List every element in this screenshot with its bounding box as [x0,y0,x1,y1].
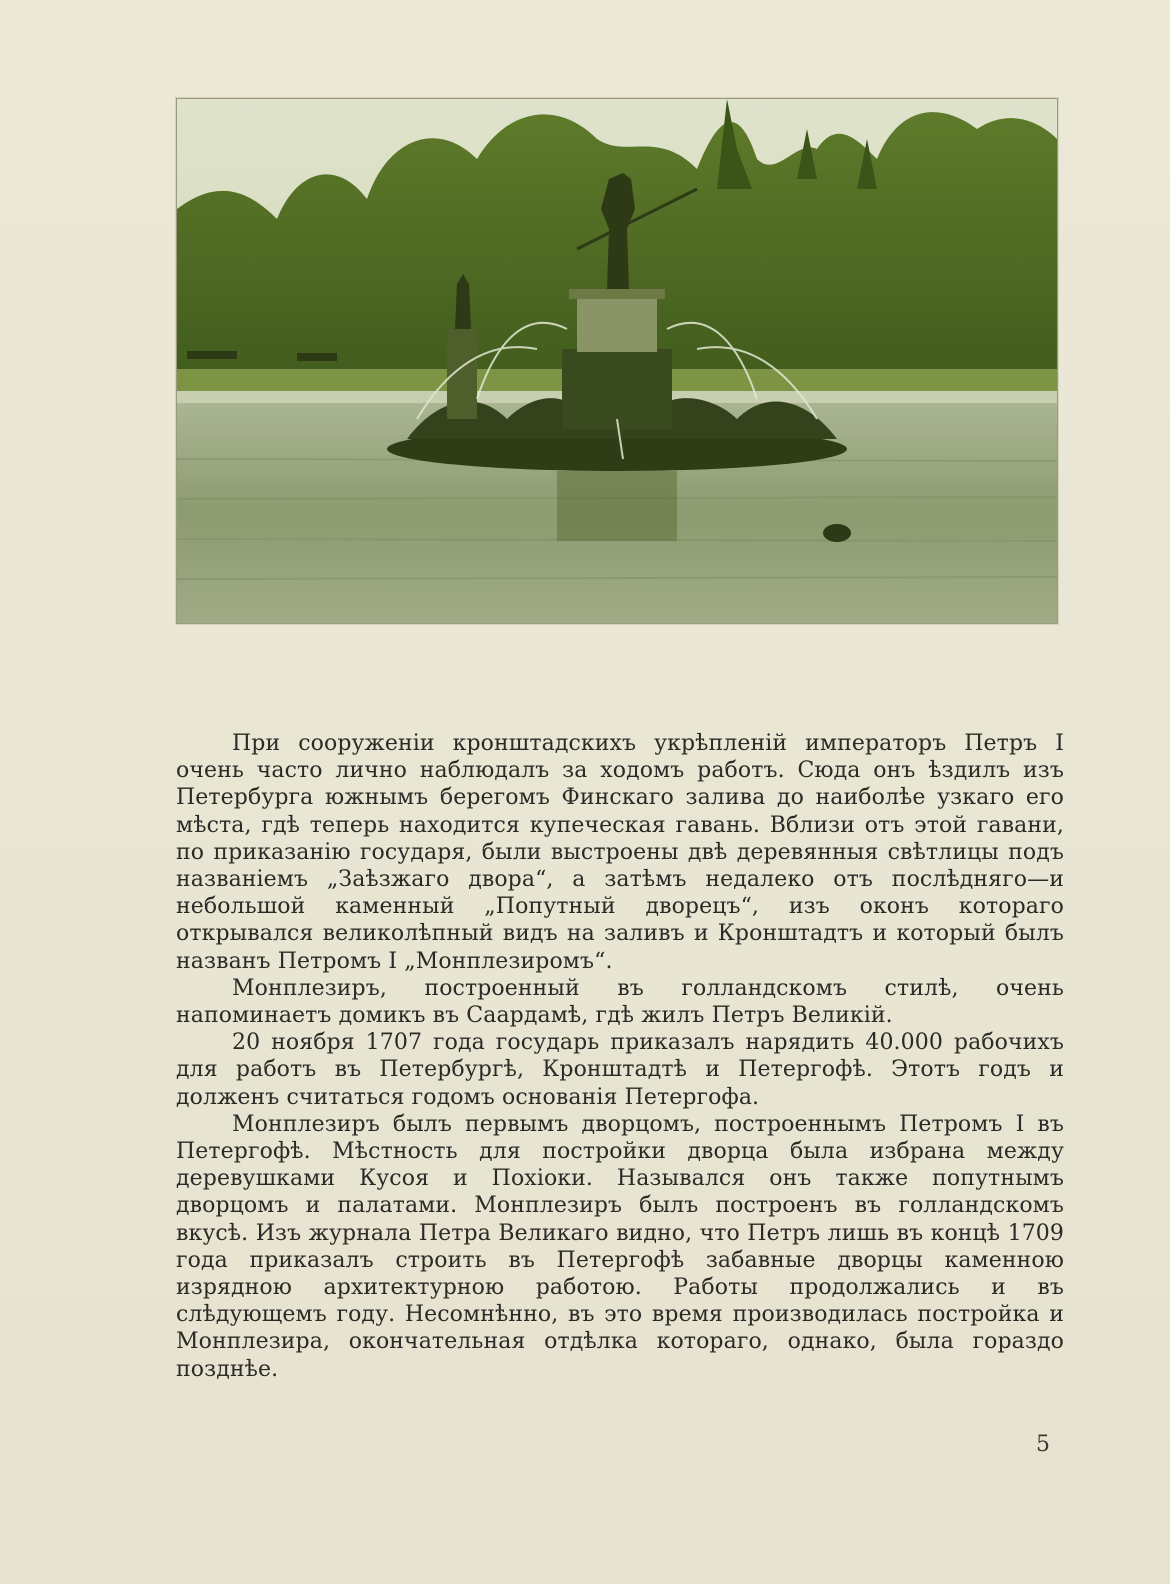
paragraph: Монплезиръ, построенный въ голландскомъ стилѣ, очень напоминаетъ домикъ въ Саардамѣ, гдѣ жилъ Петръ Великій. [176,975,1064,1029]
paragraph: При сооруженіи кронштадскихъ укрѣпленій императоръ Петръ I очень часто лично наблюдалъ за ходомъ работъ. Сюда онъ ѣздилъ изъ Петербурга южнымъ берегомъ Финскаго залива до наиболѣе узкаго его мѣста, гдѣ теперь находится купеческая гавань. Вблизи отъ этой гавани, по приказанію государя, были выстроены двѣ деревянныя свѣтлицы подъ названіемъ „Заѣзжаго двора“, а затѣмъ недалеко отъ послѣдняго—и небольшой каменный „Попутный дворецъ“, изъ оконъ котораго открывался великолѣпный видъ на заливъ и Кронштадтъ и который былъ названъ Петромъ I „Монплезиромъ“. [176,731,1064,974]
fountain-photograph [176,98,1058,624]
body-text [176,730,1064,1383]
paragraph: Монплезиръ былъ первымъ дворцомъ, построеннымъ Петромъ I въ Петергофѣ. Мѣстность для постройки дворца была избрана между деревушками Кусоя и Похіоки. Назывался онъ также попутнымъ дворцомъ и палатами. Монплезиръ былъ построенъ въ голландскомъ вкусѣ. Изъ журнала Петра Великаго видно, что Петръ лишь въ концѣ 1709 года приказалъ строить въ Петергофѣ забавные дворцы каменною изрядною архитектурною работою. Работы продолжались и въ слѣдующемъ году. Несомнѣнно, въ это время производилась постройка и Монплезира, окончательная отдѣлка котораго, однако, была гораздо позднѣе. [176,1111,1064,1382]
page-number: 5 [1036,1432,1050,1457]
photo-illustration [177,99,1057,623]
paragraph: 20 ноября 1707 года государь приказалъ нарядить 40.000 рабочихъ для работъ въ Петербургѣ, Кронштадтѣ и Петергофѣ. Этотъ годъ и долженъ считаться годомъ основанія Петергофа. [176,1030,1064,1110]
